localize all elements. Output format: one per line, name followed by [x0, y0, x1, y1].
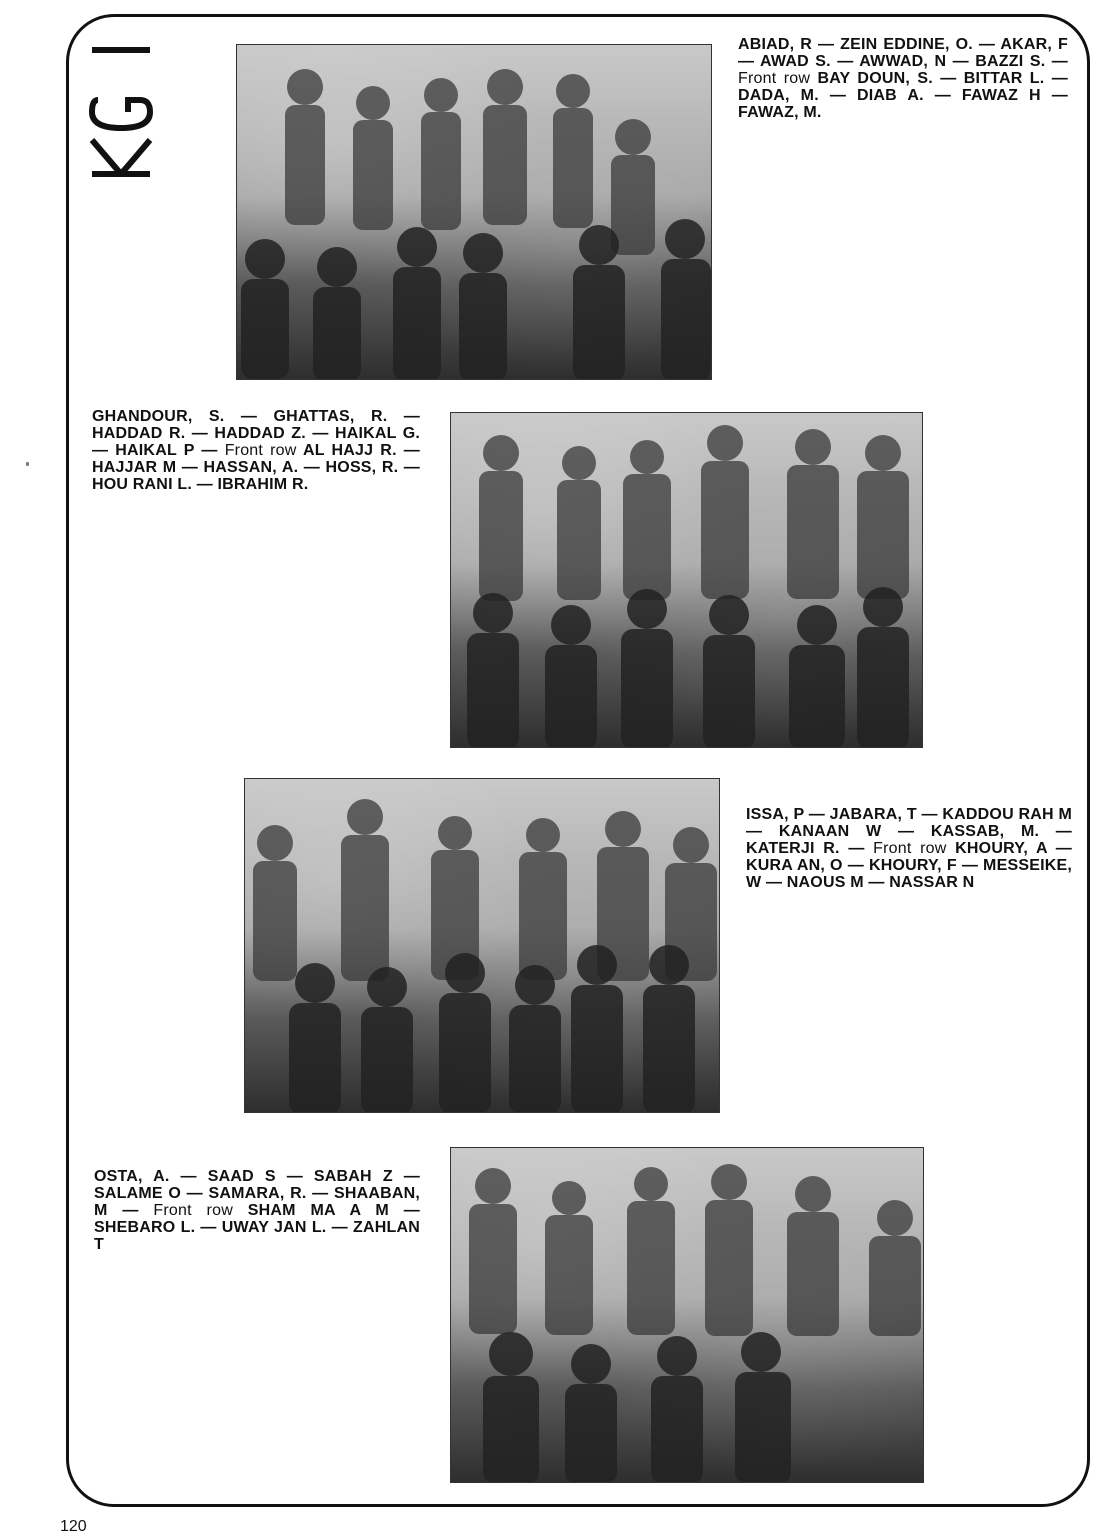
section-label-kg1 — [88, 42, 154, 182]
caption-names-front: KHOURY, A — KURA AN, O — KHOURY, F — MESSEIKE, W — NAOUS M — NASSAR N — [746, 840, 1073, 891]
caption-names-front: SHAM MA A M — SHEBARO L. — UWAY JAN L. — ZAHLAN T — [94, 1202, 420, 1253]
caption-names-back: ABIAD, R — ZEIN EDDINE, O. — AKAR, F — AWAD S. — AWWAD, N — BAZZI S. — — [738, 36, 1068, 70]
page-number: 120 — [60, 1518, 87, 1535]
caption-names-back: ISSA, P — JABARA, T — KADDOU RAH M — KANAAN W — KASSAB, M. — KATERJI R. — — [746, 806, 1072, 857]
caption-names-front: AL HAJJ R. — HAJJAR M — HASSAN, A. — HOSS, R. — HOU RANI L. — IBRAHIM R. — [92, 442, 420, 493]
class-photo-1 — [236, 44, 712, 380]
caption-group-1 — [738, 36, 1068, 121]
class-photo-2 — [450, 412, 923, 748]
scan-speck — [26, 462, 29, 466]
caption-names-back: OSTA, A. — SAAD S — SABAH Z — SALAME O — SAMARA, R. — SHAABAN, M — — [94, 1168, 420, 1219]
caption-names-back: GHANDOUR, S. — GHATTAS, R. — HADDAD R. — HADDAD Z. — HAIKAL G. — HAIKAL P — — [92, 408, 420, 459]
caption-group-3 — [746, 806, 1072, 891]
caption-group-4 — [94, 1168, 420, 1253]
front-row-label: Front row — [738, 70, 811, 87]
front-row-label: Front row — [153, 1202, 233, 1219]
class-photo-3 — [244, 778, 720, 1113]
front-row-label: Front row — [224, 442, 297, 459]
caption-names-front: BAY DOUN, S. — BITTAR L. — DADA, M. — DIAB A. — FAWAZ H — FAWAZ, M. — [738, 70, 1068, 121]
class-photo-4 — [450, 1147, 924, 1483]
front-row-label: Front row — [873, 840, 947, 857]
caption-group-2 — [92, 408, 420, 493]
